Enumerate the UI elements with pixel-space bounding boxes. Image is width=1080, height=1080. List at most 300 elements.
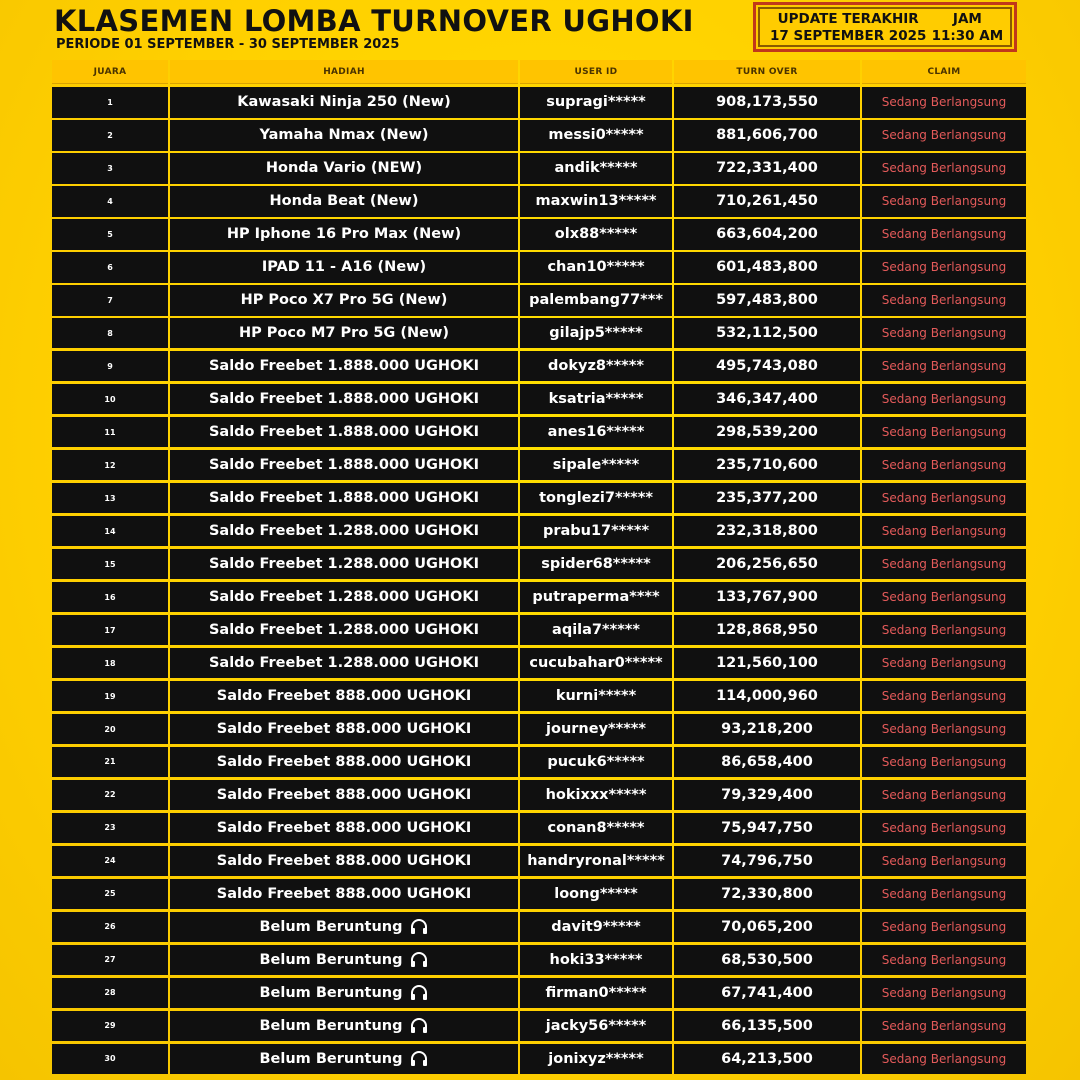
table-row — [52, 153, 1026, 184]
table-row — [52, 945, 1026, 976]
table-row — [52, 813, 1026, 844]
prize-cell — [170, 978, 518, 1009]
table-header — [52, 60, 1026, 84]
prize-cell-text: HP Iphone 16 Pro Max (New) — [226, 226, 462, 243]
rank-cell-text: 14 — [104, 526, 116, 536]
turnover-cell — [674, 747, 860, 778]
turnover-cell — [674, 780, 860, 811]
user-id-cell-text: tonglezi7***** — [539, 490, 653, 507]
claim-status-text: Sedang Berlangsung — [881, 359, 1007, 374]
turnover-cell — [674, 879, 860, 910]
rank-cell-text: 16 — [104, 592, 116, 602]
turnover-cell — [674, 648, 860, 679]
turnover-cell-text: 235,710,600 — [716, 457, 818, 474]
table-row — [52, 186, 1026, 217]
claim-status-text: Sedang Berlangsung — [881, 557, 1007, 572]
user-id-cell — [520, 384, 672, 415]
prize-cell — [170, 813, 518, 844]
turnover-cell-text: 298,539,200 — [716, 424, 818, 441]
rank-cell-text: 4 — [107, 196, 113, 206]
user-id-cell — [520, 549, 672, 580]
user-id-cell-text: jacky56***** — [545, 1017, 647, 1034]
user-id-cell-text: dokyz8***** — [548, 358, 644, 375]
turnover-cell — [674, 120, 860, 151]
table-row — [52, 549, 1026, 580]
user-id-cell — [520, 681, 672, 712]
prize-cell-text: Saldo Freebet 1.888.000 UGHOKI — [208, 490, 480, 507]
headset-icon — [410, 952, 428, 968]
column-header-turnover: TURN OVER — [674, 60, 860, 84]
claim-status — [862, 219, 1026, 250]
claim-status — [862, 318, 1026, 349]
table-row — [52, 285, 1026, 316]
prize-cell — [170, 186, 518, 217]
headset-icon — [410, 1051, 428, 1067]
table-row — [52, 747, 1026, 778]
rank-cell — [52, 186, 168, 217]
prize-cell-text: Belum Beruntung — [259, 984, 403, 1001]
prize-cell-text: Saldo Freebet 1.888.000 UGHOKI — [208, 457, 480, 474]
turnover-cell-text: 722,331,400 — [716, 160, 818, 177]
claim-status-text: Sedang Berlangsung — [881, 326, 1007, 341]
user-id-cell — [520, 285, 672, 316]
prize-cell-text: Saldo Freebet 888.000 UGHOKI — [216, 819, 472, 836]
user-id-cell — [520, 648, 672, 679]
rank-cell-text: 3 — [107, 163, 113, 173]
rank-cell — [52, 813, 168, 844]
turnover-cell-text: 532,112,500 — [716, 325, 818, 342]
rank-cell-text: 2 — [107, 130, 113, 140]
prize-cell — [170, 153, 518, 184]
rank-cell — [52, 945, 168, 976]
rank-cell — [52, 351, 168, 382]
turnover-cell — [674, 912, 860, 943]
turnover-cell — [674, 681, 860, 712]
rank-cell — [52, 978, 168, 1009]
rank-cell-text: 13 — [104, 493, 116, 503]
turnover-cell-text: 235,377,200 — [716, 490, 818, 507]
prize-cell-text: Saldo Freebet 888.000 UGHOKI — [216, 721, 472, 737]
table-row — [52, 219, 1026, 250]
rank-cell — [52, 450, 168, 481]
prize-cell — [170, 318, 518, 349]
user-id-cell — [520, 615, 672, 646]
claim-status — [862, 483, 1026, 514]
user-id-cell — [520, 417, 672, 448]
table-row — [52, 516, 1026, 547]
update-label: UPDATE TERAKHIR — [777, 11, 919, 27]
prize-cell-text: Saldo Freebet 1.888.000 UGHOKI — [208, 391, 480, 408]
claim-status — [862, 450, 1026, 481]
table-row — [52, 648, 1026, 679]
table-row — [52, 120, 1026, 151]
rank-cell-text: 8 — [107, 328, 113, 338]
rank-cell-text: 11 — [104, 427, 116, 437]
turnover-cell — [674, 450, 860, 481]
user-id-cell-text: conan8***** — [547, 819, 645, 836]
user-id-cell — [520, 813, 672, 844]
user-id-cell — [520, 87, 672, 118]
claim-status — [862, 978, 1026, 1009]
rank-cell — [52, 681, 168, 712]
claim-status-text: Sedang Berlangsung — [881, 260, 1007, 275]
prize-cell-text: HP Poco M7 Pro 5G (New) — [238, 325, 450, 342]
turnover-cell — [674, 351, 860, 382]
turnover-cell — [674, 285, 860, 316]
user-id-cell-text: putraperma**** — [532, 589, 660, 606]
prize-cell-text: Saldo Freebet 1.288.000 UGHOKI — [208, 523, 480, 540]
claim-status-text: Sedang Berlangsung — [881, 128, 1007, 143]
table-row — [52, 846, 1026, 877]
user-id-cell — [520, 780, 672, 811]
claim-status — [862, 945, 1026, 976]
page-title: KLASEMEN LOMBA TURNOVER UGHOKI — [54, 4, 694, 38]
rank-cell-text: 6 — [107, 262, 113, 272]
rank-cell-text: 22 — [104, 790, 116, 800]
claim-status — [862, 681, 1026, 712]
table-row — [52, 1011, 1026, 1042]
turnover-cell-text: 495,743,080 — [716, 358, 818, 375]
turnover-cell — [674, 1011, 860, 1042]
user-id-cell-text: messi0***** — [548, 127, 644, 144]
table-row — [52, 582, 1026, 613]
user-id-cell-text: spider68***** — [541, 556, 651, 573]
user-id-cell — [520, 153, 672, 184]
claim-status — [862, 120, 1026, 151]
rank-cell — [52, 285, 168, 316]
turnover-cell-text: 133,767,900 — [716, 589, 818, 606]
turnover-cell — [674, 978, 860, 1009]
prize-cell — [170, 879, 518, 910]
rank-cell-text: 21 — [104, 757, 116, 767]
rank-cell — [52, 120, 168, 151]
user-id-cell-text: handryronal***** — [527, 852, 665, 869]
rank-cell — [52, 714, 168, 745]
rank-cell — [52, 87, 168, 118]
turnover-cell-text: 75,947,750 — [721, 819, 813, 836]
rank-cell — [52, 582, 168, 613]
rank-cell — [52, 219, 168, 250]
prize-cell-text: Belum Beruntung — [259, 1050, 403, 1067]
user-id-cell — [520, 450, 672, 481]
prize-cell-text: Saldo Freebet 888.000 UGHOKI — [216, 885, 472, 902]
claim-status-text: Sedang Berlangsung — [881, 689, 1007, 704]
claim-status — [862, 87, 1026, 118]
claim-status — [862, 879, 1026, 910]
rank-cell-text: 20 — [104, 724, 116, 734]
user-id-cell — [520, 912, 672, 943]
column-header-prize: HADIAH — [170, 60, 518, 84]
claim-status-text: Sedang Berlangsung — [881, 623, 1007, 638]
prize-cell-text: Belum Beruntung — [259, 1017, 403, 1034]
claim-status-text: Sedang Berlangsung — [881, 754, 1007, 769]
table-row — [52, 252, 1026, 283]
user-id-cell-text: cucubahar0***** — [529, 655, 663, 672]
user-id-cell-text: journey***** — [546, 721, 646, 737]
prize-cell — [170, 483, 518, 514]
claim-status — [862, 582, 1026, 613]
claim-status — [862, 186, 1026, 217]
turnover-cell — [674, 186, 860, 217]
rank-cell — [52, 648, 168, 679]
claim-status-text: Sedang Berlangsung — [881, 194, 1007, 209]
turnover-cell-text: 663,604,200 — [716, 226, 818, 243]
claim-status-text: Sedang Berlangsung — [881, 425, 1007, 440]
prize-cell — [170, 780, 518, 811]
rank-cell-text: 15 — [104, 559, 116, 569]
table-row — [52, 318, 1026, 349]
prize-cell-text: Honda Beat (New) — [269, 193, 419, 210]
prize-cell-text: IPAD 11 - A16 (New) — [261, 259, 427, 276]
table-row — [52, 780, 1026, 811]
claim-status-text: Sedang Berlangsung — [881, 161, 1007, 176]
claim-status — [862, 1044, 1026, 1075]
prize-cell — [170, 450, 518, 481]
table-row — [52, 879, 1026, 910]
user-id-cell-text: supragi***** — [546, 94, 646, 111]
rank-cell-text: 30 — [104, 1054, 116, 1064]
turnover-cell — [674, 417, 860, 448]
user-id-cell-text: sipale***** — [552, 457, 640, 474]
claim-status — [862, 153, 1026, 184]
claim-status-text: Sedang Berlangsung — [881, 952, 1007, 967]
user-id-cell-text: loong***** — [554, 885, 638, 902]
user-id-cell-text: davit9***** — [551, 918, 641, 935]
rank-cell-text: 26 — [104, 922, 116, 932]
turnover-cell — [674, 549, 860, 580]
rank-cell-text: 12 — [104, 460, 116, 470]
rank-cell — [52, 252, 168, 283]
claim-status — [862, 351, 1026, 382]
claim-status-text: Sedang Berlangsung — [881, 985, 1007, 1000]
claim-status-text: Sedang Berlangsung — [881, 293, 1007, 308]
prize-cell-text: Saldo Freebet 1.288.000 UGHOKI — [208, 589, 480, 606]
prize-cell-text: Saldo Freebet 1.288.000 UGHOKI — [208, 655, 480, 672]
claim-status — [862, 1011, 1026, 1042]
turnover-cell — [674, 318, 860, 349]
rank-cell — [52, 318, 168, 349]
turnover-cell-text: 597,483,800 — [716, 292, 818, 309]
user-id-cell — [520, 1044, 672, 1075]
rank-cell-text: 25 — [104, 889, 116, 899]
user-id-cell — [520, 1011, 672, 1042]
claim-status — [862, 747, 1026, 778]
claim-status — [862, 384, 1026, 415]
rank-cell — [52, 846, 168, 877]
turnover-cell-text: 72,330,800 — [721, 885, 813, 902]
table-row — [52, 87, 1026, 118]
user-id-cell-text: ksatria***** — [548, 391, 644, 408]
time-label: JAM — [952, 11, 982, 27]
claim-status — [862, 549, 1026, 580]
user-id-cell — [520, 516, 672, 547]
rank-cell — [52, 483, 168, 514]
prize-cell — [170, 846, 518, 877]
prize-cell-text: Saldo Freebet 1.288.000 UGHOKI — [208, 556, 480, 573]
claim-status-text: Sedang Berlangsung — [881, 524, 1007, 539]
claim-status — [862, 252, 1026, 283]
turnover-cell — [674, 87, 860, 118]
turnover-cell-text: 710,261,450 — [716, 193, 818, 210]
turnover-cell-text: 346,347,400 — [716, 391, 818, 408]
rank-cell — [52, 912, 168, 943]
rank-cell — [52, 417, 168, 448]
table-row — [52, 417, 1026, 448]
prize-cell — [170, 648, 518, 679]
turnover-cell-text: 67,741,400 — [721, 984, 813, 1001]
period-text: PERIODE 01 SEPTEMBER - 30 SEPTEMBER 2025 — [56, 37, 400, 52]
claim-status-text: Sedang Berlangsung — [881, 458, 1007, 473]
user-id-cell — [520, 351, 672, 382]
turnover-cell-text: 68,530,500 — [721, 951, 813, 968]
turnover-cell-text: 66,135,500 — [721, 1017, 813, 1034]
prize-cell — [170, 252, 518, 283]
prize-cell — [170, 945, 518, 976]
turnover-cell — [674, 219, 860, 250]
claim-status — [862, 285, 1026, 316]
table-row — [52, 615, 1026, 646]
claim-status — [862, 516, 1026, 547]
prize-cell — [170, 384, 518, 415]
time-value: 11:30 AM — [931, 28, 1004, 44]
turnover-cell — [674, 1044, 860, 1075]
prize-cell — [170, 681, 518, 712]
update-info-box — [753, 2, 1017, 52]
claim-status-text: Sedang Berlangsung — [881, 1018, 1007, 1033]
turnover-cell-text: 908,173,550 — [716, 94, 818, 111]
user-id-cell-text: andik***** — [554, 160, 638, 177]
user-id-cell-text: prabu17***** — [542, 523, 650, 540]
table-row — [52, 1044, 1026, 1075]
prize-cell — [170, 912, 518, 943]
prize-cell-text: Yamaha Nmax (New) — [259, 127, 429, 144]
claim-status — [862, 813, 1026, 844]
rank-cell — [52, 516, 168, 547]
rank-cell-text: 29 — [104, 1021, 116, 1031]
turnover-cell-text: 70,065,200 — [721, 918, 813, 935]
rank-cell-text: 24 — [104, 856, 116, 866]
user-id-cell-text: hoki33***** — [549, 951, 643, 968]
user-id-cell — [520, 582, 672, 613]
prize-cell — [170, 714, 518, 745]
table-row — [52, 978, 1026, 1009]
turnover-cell — [674, 582, 860, 613]
prize-cell — [170, 87, 518, 118]
turnover-cell — [674, 252, 860, 283]
claim-status — [862, 417, 1026, 448]
claim-status — [862, 615, 1026, 646]
rank-cell-text: 9 — [107, 361, 113, 371]
prize-cell — [170, 1044, 518, 1075]
user-id-cell-text: maxwin13***** — [535, 193, 657, 210]
prize-cell-text: Kawasaki Ninja 250 (New) — [237, 94, 451, 111]
prize-cell — [170, 615, 518, 646]
turnover-cell-text: 64,213,500 — [721, 1050, 813, 1067]
user-id-cell — [520, 186, 672, 217]
user-id-cell — [520, 120, 672, 151]
turnover-cell — [674, 615, 860, 646]
turnover-cell-text: 121,560,100 — [716, 655, 818, 672]
update-date: 17 SEPTEMBER 2025 — [770, 28, 927, 44]
claim-status-text: Sedang Berlangsung — [881, 787, 1007, 802]
prize-cell — [170, 417, 518, 448]
turnover-cell — [674, 153, 860, 184]
rank-cell-text: 17 — [104, 625, 116, 635]
prize-cell-text: Saldo Freebet 888.000 UGHOKI — [216, 852, 472, 869]
prize-cell-text: Saldo Freebet 1.888.000 UGHOKI — [208, 358, 480, 375]
rank-cell-text: 27 — [104, 955, 116, 965]
turnover-cell — [674, 846, 860, 877]
rank-cell-text: 18 — [104, 658, 116, 668]
column-header-rank: JUARA — [52, 60, 168, 84]
rank-cell — [52, 153, 168, 184]
prize-cell-text: Saldo Freebet 888.000 UGHOKI — [216, 688, 472, 705]
prize-cell-text: Saldo Freebet 888.000 UGHOKI — [216, 786, 472, 803]
turnover-cell-text: 79,329,400 — [721, 786, 813, 803]
claim-status-text: Sedang Berlangsung — [881, 919, 1007, 934]
user-id-cell-text: olx88***** — [554, 226, 638, 243]
table-row — [52, 384, 1026, 415]
turnover-cell-text: 93,218,200 — [721, 721, 813, 737]
prize-cell-text: Saldo Freebet 888.000 UGHOKI — [216, 753, 472, 770]
claim-status-text: Sedang Berlangsung — [881, 886, 1007, 901]
user-id-cell — [520, 945, 672, 976]
user-id-cell — [520, 252, 672, 283]
prize-cell — [170, 582, 518, 613]
claim-status — [862, 648, 1026, 679]
prize-cell — [170, 747, 518, 778]
table-row — [52, 681, 1026, 712]
rank-cell — [52, 780, 168, 811]
user-id-cell-text: palembang77*** — [529, 292, 663, 309]
rank-cell-text: 19 — [104, 691, 116, 701]
turnover-cell — [674, 714, 860, 745]
turnover-cell-text: 232,318,800 — [716, 523, 818, 540]
rank-cell-text: 23 — [104, 823, 116, 833]
table-row — [52, 912, 1026, 943]
claim-status-text: Sedang Berlangsung — [881, 590, 1007, 605]
claim-status-text: Sedang Berlangsung — [881, 722, 1007, 736]
user-id-cell — [520, 483, 672, 514]
prize-cell — [170, 285, 518, 316]
user-id-cell — [520, 714, 672, 745]
rank-cell — [52, 384, 168, 415]
user-id-cell-text: firman0***** — [545, 984, 647, 1001]
rank-cell — [52, 1044, 168, 1075]
turnover-cell-text: 881,606,700 — [716, 127, 818, 144]
claim-status-text: Sedang Berlangsung — [881, 853, 1007, 868]
rank-cell-text: 10 — [104, 394, 116, 404]
rank-cell-text: 1 — [107, 97, 113, 107]
claim-status — [862, 912, 1026, 943]
turnover-cell-text: 601,483,800 — [716, 259, 818, 276]
prize-cell — [170, 219, 518, 250]
prize-cell-text: HP Poco X7 Pro 5G (New) — [240, 292, 448, 309]
turnover-cell-text: 74,796,750 — [721, 852, 813, 869]
prize-cell-text: Belum Beruntung — [259, 951, 403, 968]
prize-cell — [170, 549, 518, 580]
column-header-user-id: USER ID — [520, 60, 672, 84]
rank-cell — [52, 549, 168, 580]
turnover-cell — [674, 516, 860, 547]
claim-status-text: Sedang Berlangsung — [881, 95, 1007, 110]
user-id-cell-text: gilajp5***** — [549, 325, 643, 342]
turnover-cell-text: 128,868,950 — [716, 622, 818, 639]
rank-cell-text: 5 — [107, 229, 113, 239]
user-id-cell-text: anes16***** — [547, 424, 645, 441]
prize-cell-text: Honda Vario (NEW) — [265, 160, 423, 177]
headset-icon — [410, 919, 428, 935]
